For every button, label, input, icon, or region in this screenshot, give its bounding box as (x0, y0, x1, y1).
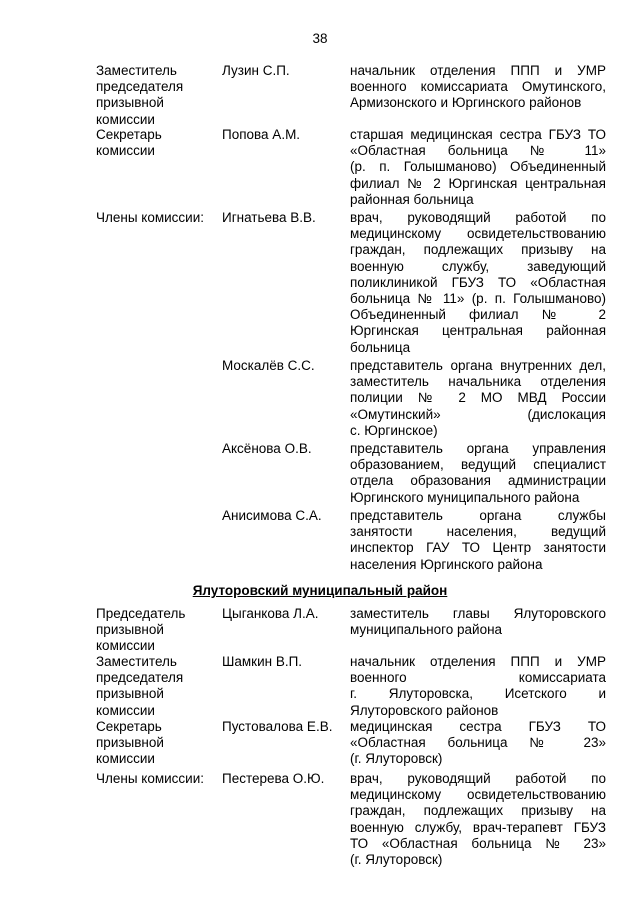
role-line: комиссии (96, 702, 155, 718)
member-role (96, 210, 220, 226)
role-line: Члены комиссии: (96, 771, 205, 786)
desc-line: заместитель главы Ялуторовского (350, 606, 606, 621)
member-name: Пестерева О.Ю. (222, 771, 325, 786)
desc-line: военного комиссариата (350, 670, 606, 686)
role-line: комиссии (96, 751, 155, 767)
desc-line: «Областная больница № 11» (350, 143, 606, 159)
desc-line: поликлиникой ГБУЗ ТО «Областная (350, 274, 606, 290)
member-name: Попова А.М. (222, 127, 301, 142)
desc-line: «Омутинский» (дислокация (350, 406, 606, 422)
member-description (350, 771, 606, 868)
member-role (96, 771, 220, 787)
desc-line: представитель органа управления (350, 441, 606, 456)
role-line: Председатель (96, 606, 186, 621)
desc-line: граждан, подлежащих призыву на (350, 242, 606, 258)
member-description (350, 719, 606, 768)
desc-line: заместитель начальника отделения (350, 374, 606, 390)
desc-line: районная больница (350, 191, 474, 207)
member-name: Пустовалова Е.В. (222, 719, 333, 734)
member-name: Цыганкова Л.А. (222, 606, 319, 621)
member-role (96, 127, 220, 159)
member-name: Шамкин В.П. (222, 654, 303, 669)
desc-line: (р. п. Голышманово) Объединенный (350, 159, 606, 175)
desc-line: с. Юргинское) (350, 422, 438, 438)
member-role (96, 719, 220, 768)
desc-line: «Областная больница № 23» (350, 735, 606, 751)
desc-line: образованием, ведущий специалист (350, 457, 606, 473)
desc-line: представитель органа службы (350, 508, 606, 523)
role-line: призывной (96, 686, 164, 702)
role-line: председателя (96, 670, 184, 686)
member-name: Анисимова С.А. (222, 508, 322, 523)
desc-line: старшая медицинская сестра ГБУЗ ТО (350, 127, 606, 142)
desc-line: филиал № 2 Юргинская центральная (350, 175, 606, 191)
desc-line: полиции № 2 МО МВД России (350, 390, 606, 406)
desc-line: населения Юргинского района (350, 556, 543, 572)
desc-line: врач, руководящий работой по (350, 210, 606, 225)
role-line: Члены комиссии: (96, 210, 205, 225)
member-description (350, 508, 606, 573)
desc-line: военную службу, заведующий (350, 258, 606, 274)
desc-line: медицинскому освидетельствованию (350, 226, 606, 242)
role-line: комиссии (96, 143, 155, 159)
desc-line: представитель органа внутренних дел, (350, 358, 606, 373)
desc-line: ТО «Областная больница № 23» (350, 835, 606, 851)
member-description (350, 63, 606, 112)
role-line: Секретарь (96, 719, 162, 734)
member-description (350, 606, 606, 638)
page-number: 38 (312, 31, 328, 46)
member-description (350, 127, 606, 208)
desc-line: Юргинская центральная районная (350, 323, 606, 339)
desc-line: медицинскому освидетельствованию (350, 787, 606, 803)
role-line: комиссии (96, 111, 155, 127)
desc-line: граждан, подлежащих призыву на (350, 803, 606, 819)
member-description (350, 654, 606, 719)
role-line: Заместитель (96, 63, 177, 78)
desc-line: больница № 11» (р. п. Голышманово) (350, 291, 606, 307)
desc-line: Ялуторовского районов (350, 702, 499, 718)
member-description (350, 210, 606, 356)
section-title: Ялуторовский муниципальный район (192, 583, 448, 598)
desc-line: муниципального района (350, 622, 503, 638)
role-line: председателя (96, 79, 184, 95)
role-line: призывной (96, 735, 164, 751)
member-name: Аксёнова О.В. (222, 441, 312, 456)
member-name: Игнатьева В.В. (222, 210, 316, 225)
role-line: Секретарь (96, 127, 162, 142)
member-description (350, 358, 606, 439)
desc-line: отдела образования администрации (350, 473, 606, 489)
desc-line: Объединенный филиал № 2 (350, 307, 606, 323)
role-line: комиссии (96, 638, 155, 654)
desc-line: больница (350, 339, 411, 355)
member-description (350, 441, 606, 506)
member-name: Москалёв С.С. (222, 358, 315, 373)
desc-line: инспектор ГАУ ТО Центр занятости (350, 540, 606, 556)
desc-line: врач, руководящий работой по (350, 771, 606, 786)
role-line: Заместитель (96, 654, 177, 669)
desc-line: медицинская сестра ГБУЗ ТО (350, 719, 606, 734)
desc-line: (г. Ялуторовск) (350, 852, 443, 868)
member-role (96, 654, 220, 719)
desc-line: Юргинского муниципального района (350, 489, 580, 505)
desc-line: военную службу, врач-терапевт ГБУЗ (350, 819, 606, 835)
desc-line: военного комиссариата Омутинского, (350, 79, 606, 95)
role-line: призывной (96, 95, 164, 111)
desc-line: Армизонского и Юргинского районов (350, 95, 582, 111)
desc-line: начальник отделения ППП и УМР (350, 63, 606, 78)
member-role (96, 606, 220, 655)
desc-line: г. Ялуторовска, Исетского и (350, 686, 606, 702)
member-role (96, 63, 220, 128)
desc-line: занятости населения, ведущий (350, 524, 606, 540)
member-name: Лузин С.П. (222, 63, 290, 78)
desc-line: начальник отделения ППП и УМР (350, 654, 606, 669)
desc-line: (г. Ялуторовск) (350, 751, 443, 767)
role-line: призывной (96, 622, 164, 638)
